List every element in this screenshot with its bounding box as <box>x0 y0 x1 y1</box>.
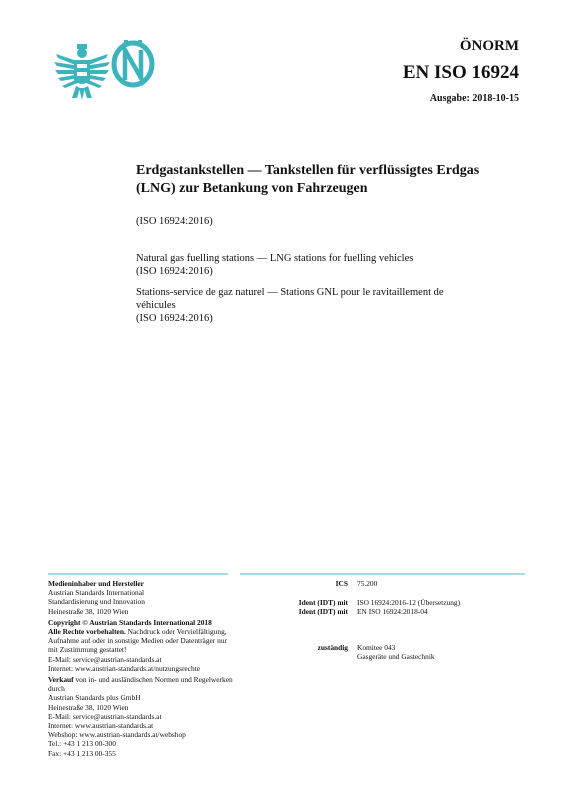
on-logo-icon <box>110 38 156 88</box>
committee-value: Komitee 043 <box>357 643 396 652</box>
sales-line: Heinestraße 38, 1020 Wien <box>48 702 129 712</box>
title-fr-line-1: Stations-service de gaz naturel — Stations GNL pour le ravitaillement de <box>136 287 444 298</box>
ics-label: ICS <box>335 579 348 588</box>
title-french <box>136 286 526 325</box>
copyright-internet: Internet: www.austrian-standards.at/nutzungsrechte <box>48 663 201 673</box>
austrian-eagle-icon <box>50 40 114 104</box>
sales-line: Tel.: +43 1 213 00-300 <box>48 739 116 749</box>
committee-label: zuständig <box>317 643 348 652</box>
sales-paragraph <box>48 675 238 693</box>
title-fr-line-2: véhicules <box>136 300 176 311</box>
title-de-line-1: Erdgastankstellen — Tankstellen für verflüssigtes Erdgas <box>136 163 480 178</box>
ics-value: 75.200 <box>357 579 378 588</box>
sales-line: Internet: www.austrian-standards.at <box>48 721 154 731</box>
rights-bold: Alle Rechte vorbehalten. <box>48 627 126 637</box>
norm-number: EN ISO 16924 <box>402 62 519 83</box>
rights-paragraph <box>48 627 238 655</box>
ident-value: ISO 16924:2016-12 (Übersetzung) <box>357 598 461 607</box>
title-de-line-2: (LNG) zur Betankung von Fahrzeugen <box>136 181 368 196</box>
ident-label: Ident (IDT) mit <box>298 607 348 616</box>
owner-line: Standardisierung und Innovation <box>48 597 145 607</box>
imprint-copyright <box>48 618 238 673</box>
owner-line: Austrian Standards International <box>48 588 145 598</box>
sales-line: Fax: +43 1 213 00-355 <box>48 748 116 758</box>
rights-text: Nachdruck oder Vervielfältigung, Aufnahme auf oder in sonstige Medien oder Datenträger nur mit Zustimmung gestattet! <box>48 627 227 655</box>
sales-line: Webshop: www.austrian-standards.at/webshop <box>48 730 186 740</box>
issue-date: Ausgabe: 2018-10-15 <box>429 93 519 104</box>
ident-value: EN ISO 16924:2018-04 <box>357 607 428 616</box>
imprint <box>48 579 238 760</box>
sales-line: E-Mail: service@austrian-standards.at <box>48 711 162 721</box>
imprint-divider <box>48 573 228 575</box>
copyright-heading: Copyright © Austrian Standards International 2018 <box>48 617 212 627</box>
title-en-line-2: (ISO 16924:2016) <box>136 266 213 277</box>
norm-label: ÖNORM <box>459 38 519 54</box>
committee-name: Gasgeräte und Gastechnik <box>357 652 435 661</box>
copyright-email: E-Mail: service@austrian-standards.at <box>48 654 162 664</box>
imprint-owner <box>48 579 238 616</box>
meta-divider <box>240 573 525 575</box>
sales-line: Austrian Standards plus GmbH <box>48 693 141 703</box>
owner-line: Heinestraße 38, 1020 Wien <box>48 606 129 616</box>
title-german <box>136 162 526 198</box>
sales-bold: Verkauf <box>48 675 74 685</box>
imprint-sales <box>48 675 238 758</box>
title-en-line-1: Natural gas fuelling stations — LNG stations for fuelling vehicles <box>136 253 414 264</box>
owner-heading: Medieninhaber und Hersteller <box>48 579 144 588</box>
title-fr-line-3: (ISO 16924:2016) <box>136 313 213 324</box>
title-english <box>136 252 526 278</box>
ident-label: Ident (IDT) mit <box>298 598 348 607</box>
sales-text: von in- und ausländischen Normen und Regelwerken durch <box>48 675 233 694</box>
title-german-iso: (ISO 16924:2016) <box>136 216 213 227</box>
